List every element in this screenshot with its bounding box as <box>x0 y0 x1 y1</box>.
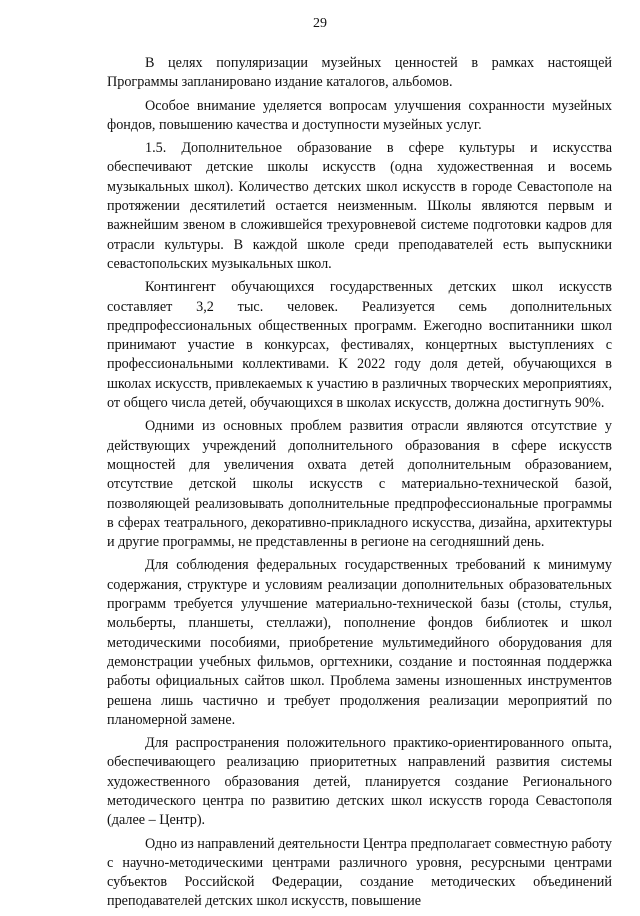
paragraph-center-activities: Одно из направлений деятельности Центра предполагает совместную работу с научно-методическими центрами различного уровня, ресурсными центрами субъектов Российской Федерации, создание методических объединений преподавателей детских школ искусств, повышение <box>107 835 612 910</box>
paragraph-museum-catalogs: В целях популяризации музейных ценностей в рамках настоящей Программы запланировано издание каталогов, альбомов. <box>107 55 612 91</box>
page-body <box>107 54 612 916</box>
paragraph-museum-preservation: Особое внимание уделяется вопросам улучшения сохранности музейных фондов, повышению качества и доступности музейных услуг. <box>107 97 612 133</box>
paragraph-federal-requirements: Для соблюдения федеральных государственных требований к минимуму содержания, структуре и условиям реализации дополнительных образовательных программ требуется улучшение материально-технической базы (столы, стулья, мольберты, планшеты, стеллажи), пополнение фондов библиотек и школ методическими пособиями, приобретение мультимедийного оборудования для демонстрации учебных фильмов, оргтехники, создание и постоянная поддержка работы официальных сайтов школ. Проблема замены изношенных инструментов решена лишь частично и требует продолжения реализации мероприятий по планомерной замене. <box>107 557 612 728</box>
paragraph-methodical-center: Для распространения положительного практико-ориентированного опыта, обеспечивающего реализацию приоритетных направлений развития системы художественного образования детей, планируется создание Регионального методического центра по развитию детских школ искусств города Севастополя (далее – Центр). <box>107 735 612 829</box>
paragraph-main-problems: Одними из основных проблем развития отрасли являются отсутствие у действующих учреждений дополнительного образования в сфере искусств мощностей для увеличения охвата детей дополнительным образованием, отсутствие детской школы искусств с материально-технической базой, позволяющей реализовывать дополнительные предпрофессиональные программы в сферах театрального, декоративно-прикладного искусства, дизайна, архитектуры и другие программы, не представленны в регионе на сегодняшний день. <box>107 418 612 551</box>
paragraph-student-contingent: Контингент обучающихся государственных детских школ искусств составляет 3,2 тыс. человек. Реализуется семь дополнительных предпрофессиональных общественных программ. Ежегодно воспитанники школ принимают участие в конкурсах, фестивалях, концертных выступлениях с профессиональными коллективами. К 2022 году доля детей, обучающихся в школах искусств, привлекаемых к участию в различных творческих мероприятиях, от общего числа детей, обучающихся в школах искусств, должна достигнуть 90%. <box>107 279 612 412</box>
paragraph-section-1-5: 1.5. Дополнительное образование в сфере культуры и искусства обеспечивают детские школы искусств (одна художественная и восемь музыкальных школ). Количество детских школ искусств в городе Севастополе на протяжении десятилетий остается неизменным. Школы являются первым и важнейшим звеном в сложившейся трехуровневой системе подготовки кадров для отрасли культуры. В каждой школе среди преподавателей есть выпускники севастопольских музыкальных школ. <box>107 140 612 272</box>
page-number: 29 <box>313 16 327 31</box>
